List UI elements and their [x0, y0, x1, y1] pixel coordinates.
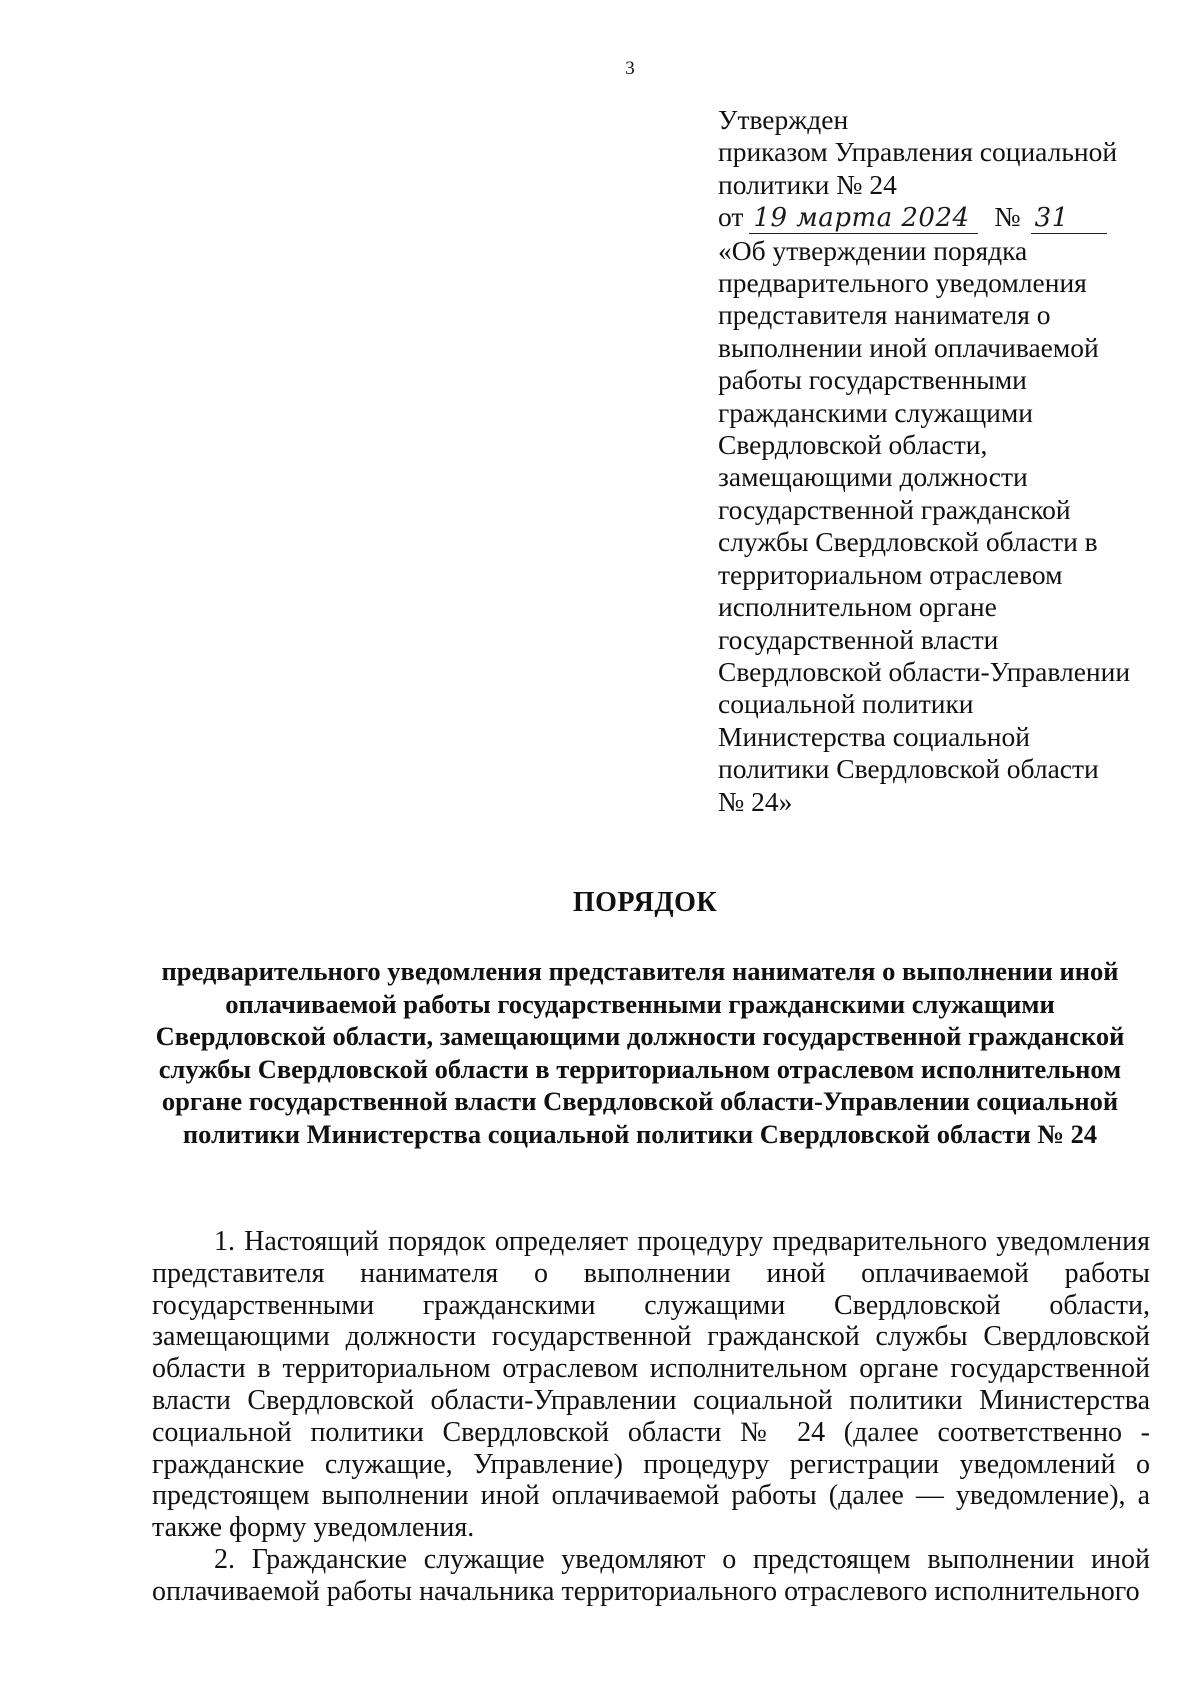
approval-title-line: замещающими должности [718, 461, 1028, 493]
approval-title-line: государственной власти [718, 623, 999, 655]
approval-title-line: предварительного уведомления [718, 267, 1087, 299]
number-label: № [994, 201, 1021, 233]
approval-title-line: выполнении иной оплачиваемой [718, 331, 1099, 363]
paragraph-2: 2. Гражданские служащие уведомляют о предстоящем выполнении иной оплачиваемой работы начальника территориального отраслевого исполнительного [152, 1543, 1150, 1607]
paragraph-1: 1. Настоящий порядок определяет процедуру предварительного уведомления представителя нанимателя о выполнении иной оплачиваемой работы государственными гражданскими служащими Свердловской области, замещающими должности государственной гражданской службы Свердловской области в территориальном отраслевом исполнительном органе государственной власти Свердловской области-Управлении социальной политики Министерства социальной политики Свердловской области № 24 (далее соответственно - гражданские служащие, Управление) процедуру регистрации уведомлений о предстоящем выполнении иной оплачиваемой работы (далее — уведомление), а также форму уведомления. [152, 1226, 1150, 1544]
approval-title-line: работы государственными [718, 364, 1027, 396]
approval-title-line: исполнительном органе [718, 591, 997, 623]
approval-title-line: № 24» [718, 785, 793, 817]
document-title: ПОРЯДОК [572, 887, 718, 918]
approval-line-3: политики № 24 [718, 168, 897, 200]
approval-title-line: гражданскими служащими [718, 396, 1033, 428]
approval-line-1: Утвержден [718, 104, 849, 135]
approval-title-line: политики Свердловской области [718, 753, 1099, 785]
page-number: 3 [625, 58, 635, 79]
approval-block [718, 104, 1188, 818]
document-subtitle: предварительного уведомления представителя нанимателя о выполнении иной оплачиваемой работы государственными гражданскими служащими Свердловской области, замещающими должности государственной гражданской службы Свердловской области в территориальном отраслевом исполнительном органе государственной власти Свердловской области-Управлении социальной политики Министерства социальной политики Свердловской области № 24 [155, 956, 1125, 1149]
approval-title-line: территориальном отраслевом [718, 558, 1063, 590]
approval-title-line: Свердловской области-Управлении [718, 655, 1131, 687]
approval-title-line: социальной политики [718, 688, 974, 720]
approval-title-line: государственной гражданской [718, 493, 1071, 525]
document-body [152, 1226, 1150, 1608]
from-label: от [718, 201, 744, 233]
approval-date-line [718, 201, 1188, 234]
handwritten-number: 31 [1035, 202, 1099, 234]
approval-title-line: Министерства социальной [718, 720, 1030, 752]
approval-title-line: представителя нанимателя о [718, 299, 1051, 331]
approval-title-line: Свердловской области, [718, 429, 988, 461]
approval-title-line: службы Свердловской области в [718, 526, 1098, 558]
approval-title-line: «Об утверждении порядка [718, 234, 1028, 266]
approval-line-2: приказом Управления социальной [718, 136, 1118, 168]
handwritten-date: 19 марта 2024 [753, 203, 970, 234]
